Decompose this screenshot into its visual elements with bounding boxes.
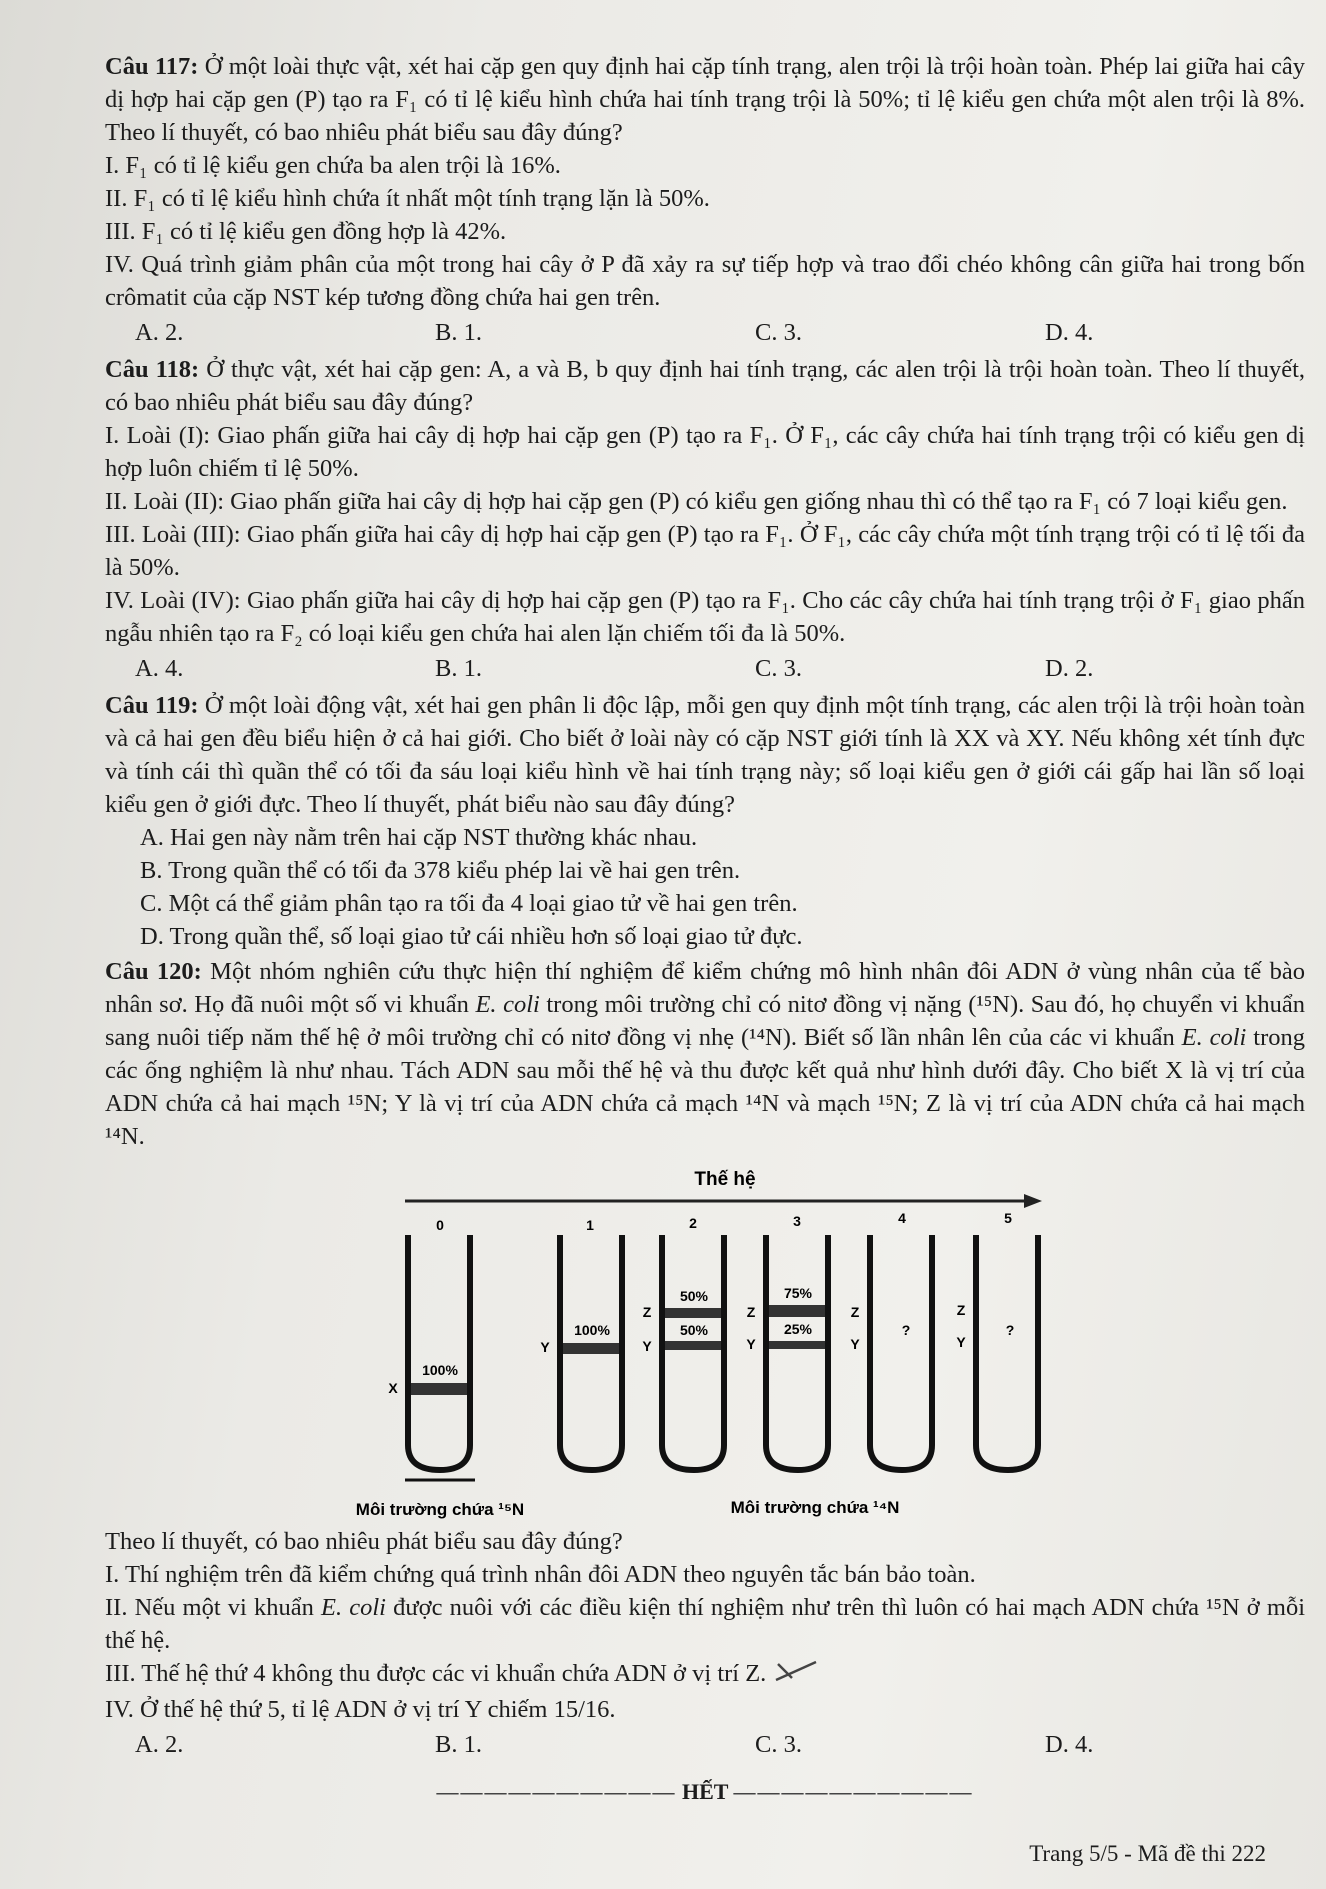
gen-label: 3	[793, 1213, 801, 1229]
q118-answers	[105, 652, 1305, 685]
env-14n-label: Môi trường chứa ¹⁴N	[730, 1498, 900, 1517]
q120-statement-3	[105, 1657, 1305, 1693]
question-117	[105, 50, 1305, 349]
end-marker	[105, 1775, 1305, 1808]
q118-answer-a[interactable]: A. 4.	[135, 655, 184, 682]
question-120-label: Câu 120:	[105, 958, 202, 985]
gen-label: 5	[1004, 1210, 1012, 1226]
q117-answers	[105, 316, 1305, 349]
unknown-mark: ?	[1005, 1322, 1015, 1338]
dna-replication-figure	[0, 1155, 1326, 1525]
q120-answer-b[interactable]: B. 1.	[435, 1730, 482, 1758]
q118-statement-3: III. Loài (III): Giao phấn giữa hai cây dị hợp hai cặp gen (P) tạo ra F₁. Ở F₁, các cây chứa một tính trạng trội có tỉ lệ tối đa là 50%.	[105, 521, 1305, 581]
q120-answer-a[interactable]: A. 2.	[135, 1730, 184, 1758]
test-tube-3	[766, 1235, 828, 1470]
question-118	[105, 353, 1305, 685]
page-footer: Trang 5/5 - Mã đề thi 222	[1029, 1841, 1266, 1866]
band-label: Z	[956, 1302, 966, 1318]
question-117-stem	[105, 50, 1305, 149]
band-label: Z	[850, 1304, 860, 1320]
band-percent: 75%	[783, 1285, 813, 1301]
q118-statement-2: II. Loài (II): Giao phấn giữa hai cây dị hợp hai cặp gen (P) có kiểu gen giống nhau thì có thể tạo ra F₁ có 7 loại kiểu gen.	[105, 488, 1288, 515]
q120-s2-a: II. Nếu một vi khuẩn	[105, 1594, 314, 1621]
end-dash-right: ——————————	[733, 1778, 974, 1804]
band-percent: 50%	[679, 1288, 709, 1304]
q118-statement-1: I. Loài (I): Giao phấn giữa hai cây dị hợp hai cặp gen (P) tạo ra F₁. Ở F₁, các cây chứa hai tính trạng trội có kiểu gen dị hợp luôn chiếm tỉ lệ 50%.	[105, 422, 1305, 482]
band-z	[769, 1305, 825, 1317]
band-label: Y	[956, 1334, 966, 1350]
q117-statement-3: III. F₁ có tỉ lệ kiểu gen đồng hợp là 42%.	[105, 218, 507, 245]
q120-statement-1: I. Thí nghiệm trên đã kiểm chứng quá trình nhân đôi ADN theo nguyên tắc bán bảo toàn.	[105, 1561, 976, 1588]
question-120-statements	[105, 1525, 1305, 1761]
q120-answer-c[interactable]: C. 3.	[755, 1730, 802, 1758]
q118-answer-b[interactable]: B. 1.	[435, 655, 482, 682]
band-label: Y	[850, 1336, 860, 1352]
handwritten-cross-mark	[772, 1658, 822, 1693]
q120-ask: Theo lí thuyết, có bao nhiêu phát biểu sau đây đúng?	[105, 1528, 623, 1555]
q118-answer-d[interactable]: D. 2.	[1045, 655, 1094, 682]
unknown-mark: ?	[901, 1322, 911, 1338]
band-percent: 50%	[679, 1322, 709, 1338]
q120-s2-b: được nuôi với các điều kiện thí nghiệm như trên thì luôn có hai mạch ADN chứa ¹⁵N ở mỗi thế hệ.	[105, 1594, 1305, 1654]
test-tube-0	[405, 1235, 475, 1480]
end-dash-left: ——————————	[436, 1778, 677, 1804]
q120-text-c: trong các ống nghiệm là như nhau. Tách ADN sau mỗi thế hệ và thu được kết quả như hình dưới đây. Cho biết X là vị trí của ADN chứa cả hai mạch ¹⁵N; Y là vị trí của ADN chứa cả mạch ¹⁴N và mạch ¹⁵N; Z là vị trí của ADN chứa cả hai mạch ¹⁴N.	[105, 1024, 1305, 1150]
generation-arrow-head	[1024, 1194, 1042, 1208]
ecoli-term: E. coli	[1181, 1024, 1247, 1051]
q117-statement-2: II. F₁ có tỉ lệ kiểu hình chứa ít nhất một tính trạng lặn là 50%.	[105, 185, 710, 212]
q117-statement-1: I. F₁ có tỉ lệ kiểu gen chứa ba alen trội là 16%.	[105, 152, 561, 179]
ecoli-term: E. coli	[321, 1594, 386, 1621]
band-label: Y	[642, 1338, 652, 1354]
q119-answer-d[interactable]: D. Trong quần thể, số loại giao tử cái nhiều hơn số loại giao tử đực.	[140, 923, 803, 950]
q117-answer-c[interactable]: C. 3.	[755, 319, 802, 346]
gen-label: 2	[689, 1215, 697, 1231]
q118-statement-4: IV. Loài (IV): Giao phấn giữa hai cây dị hợp hai cặp gen (P) tạo ra F₁. Cho các cây chứa hai tính trạng trội ở F₁ giao phấn ngẫu nhiên tạo ra F₂ có loại kiểu gen chứa hai alen lặn chiếm tối đa là 50%.	[105, 587, 1305, 647]
q120-answers	[105, 1728, 1305, 1761]
exam-content	[105, 50, 1305, 1808]
ecoli-term: E. coli	[475, 991, 540, 1018]
test-tube-4	[870, 1235, 932, 1470]
band-percent: 100%	[574, 1322, 610, 1338]
q120-text-b: trong môi trường chỉ có nitơ đồng vị nặng (¹⁵N). Sau đó, họ chuyển vi khuẩn sang nuôi tiếp năm thế hệ ở môi trường chỉ có nitơ đồng vị nhẹ (¹⁴N). Biết số lần nhân lên của các vi khuẩn	[105, 991, 1305, 1051]
q117-answer-a[interactable]: A. 2.	[135, 319, 184, 346]
question-117-text: Ở một loài thực vật, xét hai cặp gen quy định hai cặp tính trạng, alen trội là trội hoàn toàn. Phép lai giữa hai cây dị hợp hai cặp gen (P) tạo ra F₁ có tỉ lệ kiểu hình chứa hai tính trạng trội là 50%; tỉ lệ kiểu gen chứa một alen trội là 8%. Theo lí thuyết, có bao nhiêu phát biểu sau đây đúng?	[105, 53, 1305, 146]
env-15n-label: Môi trường chứa ¹⁵N	[355, 1500, 525, 1519]
q117-answer-d[interactable]: D. 4.	[1045, 319, 1094, 346]
question-120	[105, 955, 1305, 1153]
band-x	[411, 1383, 467, 1395]
test-tube-5	[976, 1235, 1038, 1470]
test-tube-2	[662, 1235, 724, 1470]
q117-answer-b[interactable]: B. 1.	[435, 319, 482, 346]
band-percent: 25%	[783, 1321, 813, 1337]
question-119	[105, 689, 1305, 953]
band-percent: 100%	[422, 1362, 458, 1378]
band-y	[563, 1343, 619, 1354]
q120-statement-4: IV. Ở thế hệ thứ 5, tỉ lệ ADN ở vị trí Y chiếm 15/16.	[105, 1695, 616, 1723]
band-label: Z	[642, 1304, 652, 1320]
test-tube-1	[560, 1235, 622, 1470]
gen-label: 4	[898, 1210, 906, 1226]
q120-text-a: Một nhóm nghiên cứu thực hiện thí nghiệm để kiểm chứng mô hình nhân đôi ADN ở vùng nhân của tế bào nhân sơ. Họ đã nuôi một số vi khuẩn	[105, 958, 1305, 1018]
q117-statement-4: IV. Quá trình giảm phân của một trong hai cây ở P đã xảy ra sự tiếp hợp và trao đổi chéo không cân giữa hai trong bốn crômatit của cặp NST kép tương đồng chứa hai gen trên.	[105, 251, 1305, 311]
band-y	[769, 1341, 825, 1349]
end-text: HẾT	[681, 1778, 729, 1804]
question-118-label: Câu 118:	[105, 356, 200, 383]
q120-statement-2	[105, 1591, 1305, 1657]
q119-answer-b[interactable]: B. Trong quần thể có tối đa 378 kiểu phép lai về hai gen trên.	[140, 857, 741, 884]
question-119-stem	[105, 689, 1305, 821]
question-119-label: Câu 119:	[105, 692, 199, 719]
band-y	[665, 1341, 721, 1350]
band-z	[665, 1308, 721, 1318]
q119-answer-c[interactable]: C. Một cá thể giảm phân tạo ra tối đa 4 loại giao tử về hai gen trên.	[140, 890, 798, 917]
figure-title: Thế hệ	[694, 1169, 756, 1190]
question-119-text: Ở một loài động vật, xét hai gen phân li độc lập, mỗi gen quy định một tính trạng, các alen trội là trội hoàn toàn và cả hai gen đều biểu hiện ở cả hai giới. Cho biết ở loài này có cặp NST giới tính là XX và XY. Nếu không xét tính đực và tính cái thì quần thể có tối đa sáu loại kiểu hình về hai tính trạng này; số loại kiểu gen ở giới cái gấp hai lần số loại kiểu gen ở giới đực. Theo lí thuyết, phát biểu nào sau đây đúng?	[105, 692, 1306, 818]
question-117-label: Câu 117:	[105, 53, 199, 80]
q120-s3-text: III. Thế hệ thứ 4 không thu được các vi khuẩn chứa ADN ở vị trí Z.	[105, 1660, 767, 1687]
band-label: Y	[540, 1339, 550, 1355]
figure-svg	[0, 1155, 1326, 1525]
question-120-stem	[105, 955, 1305, 1153]
gen-label: 0	[436, 1217, 444, 1233]
band-label: X	[388, 1380, 398, 1396]
band-label: Z	[746, 1304, 756, 1320]
q120-answer-d[interactable]: D. 4.	[1045, 1730, 1094, 1758]
band-label: Y	[746, 1336, 756, 1352]
q118-answer-c[interactable]: C. 3.	[755, 655, 802, 682]
question-118-text: Ở thực vật, xét hai cặp gen: A, a và B, b quy định hai tính trạng, các alen trội là trội hoàn toàn. Theo lí thuyết, có bao nhiêu phát biểu sau đây đúng?	[105, 356, 1305, 416]
gen-label: 1	[586, 1217, 594, 1233]
q119-answer-a[interactable]: A. Hai gen này nằm trên hai cặp NST thường khác nhau.	[140, 824, 698, 851]
question-118-stem	[105, 353, 1305, 419]
